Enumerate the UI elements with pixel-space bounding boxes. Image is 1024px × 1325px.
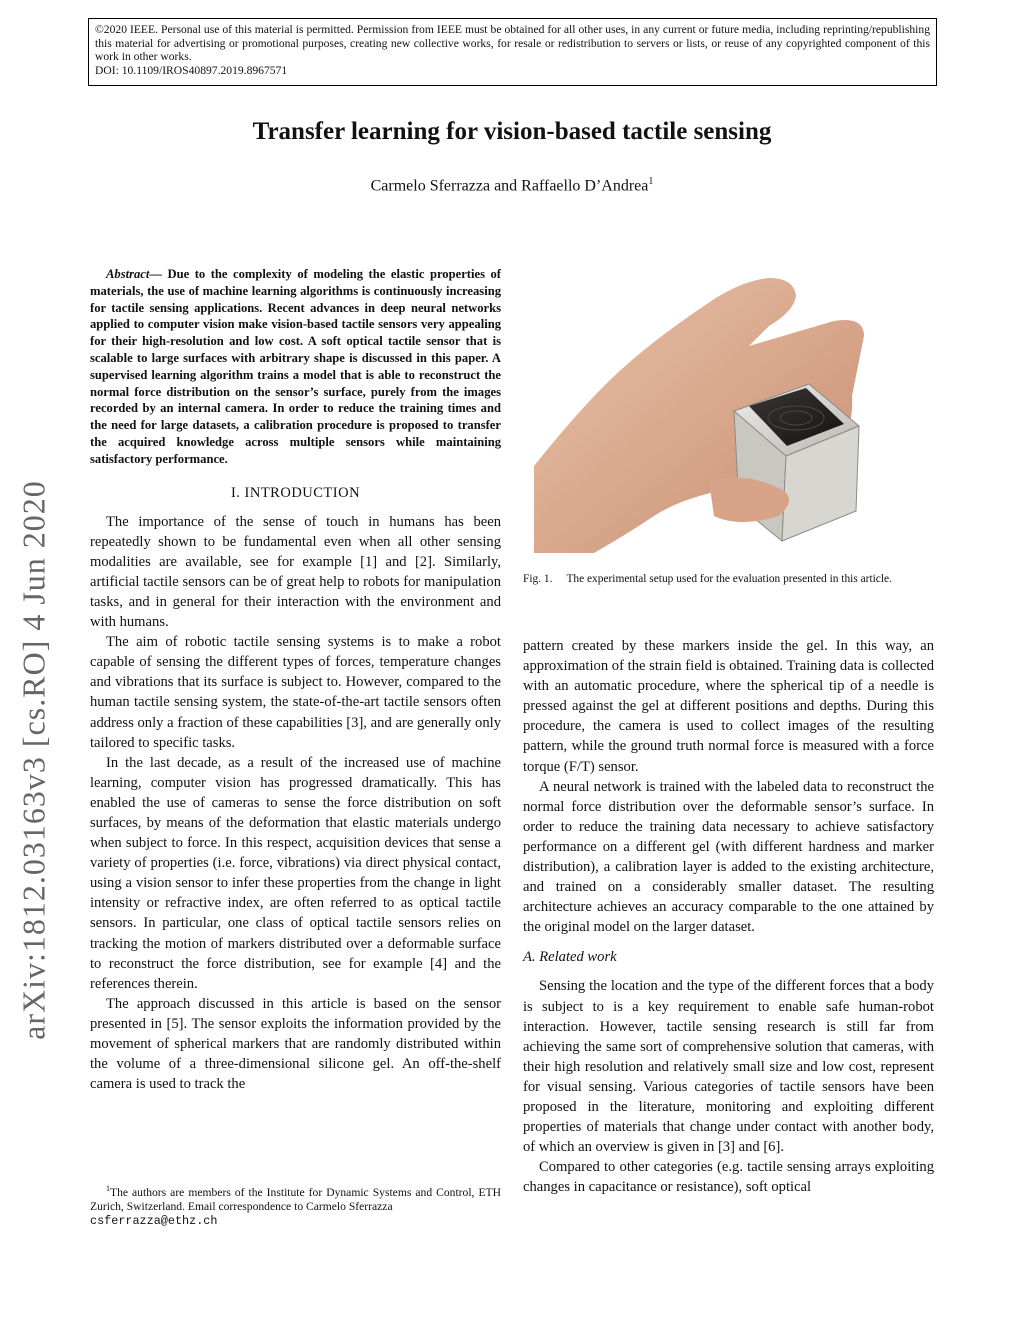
abstract-text: — Due to the complexity of modeling the elastic properties of materials, the use of machine learning algorithms is continuously increasing for tactile sensing applications. Recent advances in deep neural networks applied to computer vision make vision-based tactile sensors very appealing for their high-resolution and low cost. A soft optical tactile sensor that is scalable to large surfaces with arbitrary shape is discussed in this paper. A supervised learning algorithm trains a model that is able to reconstruct the normal force distribution on the sensor’s surface, purely from the images recorded by an internal camera. In order to reduce the training times and the need for large datasets, a calibration procedure is proposed to transfer the acquired knowledge across multiple sensors while maintaining satisfactory performance. [90,267,501,466]
footnote-text [90,1182,501,1228]
figure-sensor-photo [534,266,918,553]
figure-label: Fig. 1. [523,573,553,585]
copyright-notice [88,18,937,86]
intro-paragraph-continued: pattern created by these markers inside the gel. In this way, an approximation of the strain field is obtained. Training data is collected with an automatic procedure, where the spherical tip of a needle is pressed against the gel at different positions and depths. During this procedure, the camera is used to collect images of the resulting pattern, while the ground truth normal force is measured with a force torque (F/T) sensor. [523,638,934,775]
figure-caption-text: The experimental setup used for the evaluation presented in this article. [566,573,892,585]
intro-paragraph: In the last decade, as a result of the increased use of machine learning, computer vision has progressed dramatically. This has enabled the use of cameras to sense the force distribution on soft surfaces, by means of the deformation that elastic materials undergo when subject to force. In this respect, acquisition devices that sense a variety of properties (i.e. force, vibrations) via direct physical contact, using a vision sensor to infer these properties from the change in light intensity or refractive index, are often referred to as optical tactile sensors. In particular, one class of optical tactile sensors relies on tracking the motion of markers distributed over a deformable surface to reconstruct the force distribution, see for example [4] and the references therein. [90,754,501,992]
left-column [90,266,501,1094]
abstract-label: Abstract [106,267,150,281]
author-names: Carmelo Sferrazza and Raffaello D’Andrea [370,177,649,195]
intro-paragraph: The importance of the sense of touch in humans has been repeatedly shown to be fundamental even when all other sensing modalities are available, see for example [1] and [2]. Similarly, artificial tactile sensors can be of great help to robots for manipulation tasks, and in general for their interaction with the environment and with humans. [90,513,501,631]
hand-holding-sensor-illustration [534,266,918,553]
footnote-email: csferrazza@ethz.ch [90,1213,218,1228]
subsection-heading-related-work: A. Related work [523,949,617,966]
figure-caption [523,572,934,586]
section-heading-introduction: I. INTRODUCTION [230,484,361,501]
intro-paragraph: The approach discussed in this article is based on the sensor presented in [5]. The sensor exploits the information provided by the movement of spherical markers that are randomly distributed within the volume of a three-dimensional silicone gel. An off-the-shelf camera is used to track the [90,995,501,1093]
related-work-paragraph: Compared to other categories (e.g. tactile sensing arrays exploiting changes in capacitance or resistance), soft optical [523,1159,934,1196]
paper-title: Transfer learning for vision-based tactile sensing [252,118,772,145]
footnote-body: The authors are members of the Institute for Dynamic Systems and Control, ETH Zurich, Switzerland. Email correspondence to Carmelo Sferrazza [90,1185,501,1213]
related-work-paragraph: Sensing the location and the type of the different forces that a body is subject to is a key requirement to enable safe human-robot interaction. However, tactile sensing research is still far from achieving the same sort of comprehensive solution that cameras, with their high resolution and relatively small size and low cost, represent for visual sensing. Various categories of tactile sensors have been proposed in the literature, monitoring and exploiting different properties of materials that change under contact with another body, of which an overview is given in [3] and [6]. [523,978,934,1156]
footnote-mark: 1 [106,1184,110,1193]
right-column [523,636,934,1197]
footnote [90,1182,501,1228]
author-affiliation-mark: 1 [648,176,654,187]
abstract [90,266,501,468]
intro-paragraph: A neural network is trained with the labeled data to reconstruct the normal force distribution over the deformable sensor’s surface. In order to reduce the training data necessary to achieve satisfactory performance on a different gel (with different hardness and marker distribution), a calibration layer is added to the existing architecture, and trained on a considerably smaller dataset. The resulting architecture achieves an accuracy comparable to the one attained by the original model on the larger dataset. [523,778,934,936]
arxiv-stamp-text: arXiv:1812.03163v3 [cs.RO] 4 Jun 2020 [15,480,52,1040]
author-line [0,176,1024,195]
doi-text: DOI: 10.1109/IROS40897.2019.8967571 [95,63,288,77]
intro-paragraph: The aim of robotic tactile sensing systems is to make a robot capable of sensing the different types of forces, temperature changes and vibrations that its surface is subject to. However, compared to the human tactile sensing system, the state-of-the-art tactile sensors often address only a fraction of these capabilities [3], and are generally only tailored to specific tasks. [90,634,501,751]
copyright-text: ©2020 IEEE. Personal use of this material is permitted. Permission from IEEE must be obtained for all other uses, in any current or future media, including reprinting/republishing this material for advertising or promotional purposes, creating new collective works, for resale or redistribution to servers or lists, or reuse of any copyrighted component of this work in other works. [95,23,930,64]
